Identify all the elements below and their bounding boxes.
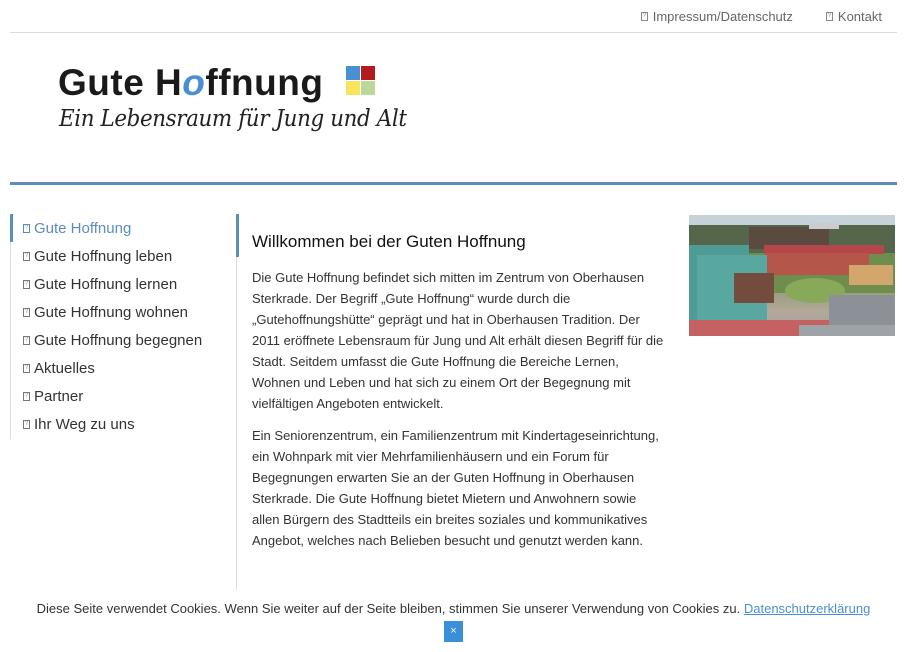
kontakt-link[interactable] [826,9,882,24]
missing-glyph-icon: ? [24,309,29,315]
sidebar-item-lernen[interactable] [23,276,177,293]
sidebar-item-label: Gute Hoffnung lernen [34,276,178,293]
top-bar [10,0,897,33]
sidebar-item-label: Partner [34,388,84,405]
impressum-link[interactable] [641,9,793,24]
logo-square-yellow [346,81,360,95]
sidebar-item-gute-hoffnung[interactable] [23,220,131,237]
cookie-message: Diese Seite verwendet Cookies. Wenn Sie weiter auf der Seite bleiben, stimmen Sie unserer Verwendung von Cookies zu. [36,601,744,616]
sidebar-item-aktuelles[interactable] [23,360,95,377]
logo-title-part: Gute H [58,62,183,103]
sidebar-item-leben[interactable] [23,248,172,265]
heading-accent-bar [236,214,239,257]
sidebar-item-label: Gute Hoffnung begegnen [34,332,203,349]
logo-square-blue [346,66,360,80]
logo-title [58,62,323,104]
missing-glyph-icon: ? [24,281,29,287]
cookie-banner [0,601,907,616]
sidebar-item-wohnen[interactable] [23,304,188,321]
sidebar-nav [10,214,236,439]
main-content [236,214,666,590]
logo-square-red [361,66,375,80]
sidebar-item-begegnen[interactable] [23,332,202,349]
cookie-close-button[interactable]: × [444,621,463,642]
missing-glyph-icon: ? [24,421,29,427]
sidebar-item-partner[interactable] [23,388,83,405]
missing-glyph-icon: ? [24,365,29,371]
logo-tagline: Ein Lebensraum für Jung und Alt [59,106,407,132]
logo-title-o: o [182,62,206,103]
sidebar-item-label: Gute Hoffnung leben [34,248,173,265]
sidebar-item-label: Gute Hoffnung [34,220,132,237]
sidebar-item-label: Gute Hoffnung wohnen [34,304,189,321]
impressum-link-label: Impressum/Datenschutz [652,9,793,24]
page-title: Willkommen bei der Guten Hoffnung [252,232,526,251]
logo-title-part: ffnung [205,62,324,103]
logo-square-green [361,81,375,95]
intro-paragraph: Die Gute Hoffnung befindet sich mitten im Zentrum von Oberhausen Sterkrade. Der Begriff „Gute Hoffnung“ wurde durch die „Gutehoffnungshütte“ geprägt und hat in Oberhausen Tradition. Der 2011 eröffnete Lebensraum für Jung und Alt erhält diesen Begriff für die Stadt. Seitdem umfasst die Gute Hoffnung die Bereiche Lernen, Wohnen und Leben und hat sich zu einem Ort der Begegnung mit vielfältigen Angeboten entwickelt. [252,270,664,411]
kontakt-link-label: Kontakt [837,9,882,24]
sidebar-item-weg-zu-uns[interactable] [23,416,135,433]
aerial-photo [689,215,895,336]
missing-glyph-icon: ? [642,13,646,19]
missing-glyph-icon: ? [24,393,29,399]
facilities-paragraph: Ein Seniorenzentrum, ein Familienzentrum mit Kindertageseinrichtung, ein Wohnpark mit vier Mehrfamilienhäusern und ein Forum für Begegnungen erwarten Sie an der Guten Hoffnung in Oberhausen Sterkrade. Die Gute Hoffnung bietet Mietern und Anwohnern sowie allen Bürgern des Stadtteils ein breites soziales und kommunikatives Angebot, welches nach Belieben besucht und genutzt werden kann. [252,428,659,548]
sidebar-item-label: Aktuelles [34,360,95,377]
missing-glyph-icon: ? [24,225,29,231]
active-indicator [10,214,13,242]
header-divider [10,182,897,185]
privacy-policy-link[interactable]: Datenschutzerklärung [743,601,871,616]
top-links [641,9,882,24]
logo-squares-icon [346,66,376,96]
site-logo[interactable] [58,62,407,147]
missing-glyph-icon: ? [24,337,29,343]
sidebar-item-label: Ihr Weg zu uns [34,416,135,433]
missing-glyph-icon: ? [827,13,832,19]
missing-glyph-icon: ? [24,253,29,259]
